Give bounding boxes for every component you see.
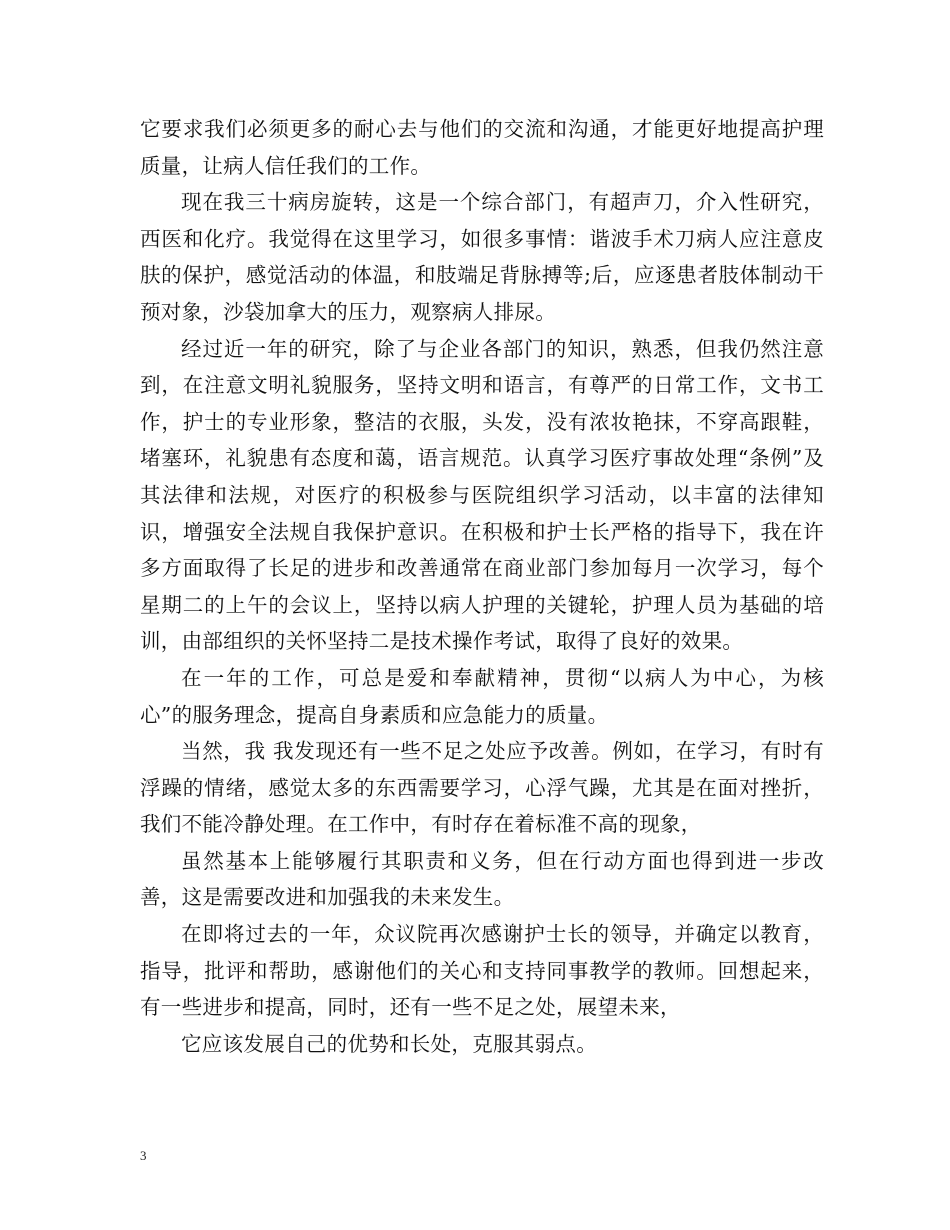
paragraph-2: 现在我三十病房旋转，这是一个综合部门，有超声刀，介入性研究，西医和化疗。我觉得在这里学习，如很多事情：谐波手术刀病人应注意皮肤的保护，感觉活动的体温，和肢端足背脉搏等;后，应逐患者肢体制动干预对象，沙袋加拿大的压力，观察病人排尿。 bbox=[140, 190, 824, 324]
paragraph-8: 它应该发展自己的优势和长处，克服其弱点。 bbox=[181, 1031, 597, 1056]
paragraph-1: 它要求我们必须更多的耐心去与他们的交流和沟通，才能更好地提高护理质量，让病人信任我们的工作。 bbox=[140, 117, 824, 178]
paragraph-4: 在一年的工作，可总是爱和奉献精神，贯彻“以病人为中心，为核心”的服务理念，提高自身素质和应急能力的质量。 bbox=[140, 665, 824, 727]
paragraph-7: 在即将过去的一年，众议院再次感谢护士长的领导，并确定以教育，指导，批评和帮助，感谢他们的关心和支持同事教学的教师。回想起来，有一些进步和提高，同时，还有一些不足之处，展望未来， bbox=[140, 922, 824, 1020]
paragraph-5: 当然，我 我发现还有一些不足之处应予改善。例如，在学习，有时有浮躁的情绪，感觉太多的东西需要学习，心浮气躁，尤其是在面对挫折，我们不能冷静处理。在工作中，有时存在着标准不高的现象， bbox=[140, 739, 824, 837]
paragraph-6: 虽然基本上能够履行其职责和义务，但在行动方面也得到进一步改善，这是需要改进和加强我的未来发生。 bbox=[140, 848, 824, 910]
document-body bbox=[140, 111, 824, 1062]
paragraph-3: 经过近一年的研究，除了与企业各部门的知识，熟悉，但我仍然注意到，在注意文明礼貌服务，坚持文明和语言，有尊严的日常工作，文书工作，护士的专业形象，整洁的衣服，头发，没有浓妆艳抹，不穿高跟鞋，堵塞环，礼貌患有态度和蔼，语言规范。认真学习医疗事故处理“条例”及其法律和法规，对医疗的积极参与医院组织学习活动，以丰富的法律知识，增强安全法规自我保护意识。在积极和护士长严格的指导下，我在许多方面取得了长足的进步和改善通常在商业部门参加每月一次学习，每个星期二的上午的会议上，坚持以病人护理的关键轮，护理人员为基础的培训，由部组织的关怀坚持二是技术操作考试，取得了良好的效果。 bbox=[140, 336, 824, 654]
page-number: 3 bbox=[140, 1148, 147, 1163]
